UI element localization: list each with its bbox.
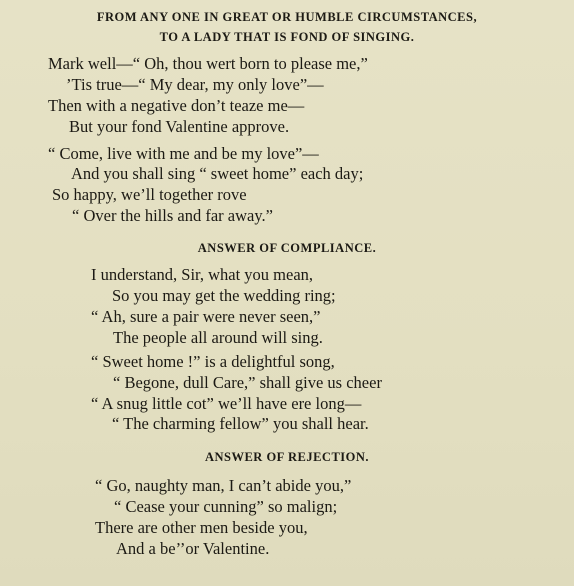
dedication-heading-line-1: FROM ANY ONE IN GREAT OR HUMBLE CIRCUMSTANCES, — [96, 10, 478, 24]
poem-line: There are other men beside you, — [95, 518, 308, 537]
dedication-heading-line-2: TO A LADY THAT IS FOND OF SINGING. — [159, 30, 415, 44]
answer-of-compliance-heading: ANSWER OF COMPLIANCE. — [197, 241, 377, 255]
poem-line: “ Sweet home !” is a delightful song, — [91, 352, 335, 371]
poem-line: “ Over the hills and far away.” — [72, 206, 273, 225]
poem-line: “ The charming fellow” you shall hear. — [112, 414, 369, 433]
poem-line: The people all around will sing. — [113, 328, 323, 347]
answer-of-rejection-heading: ANSWER OF REJECTION. — [204, 450, 370, 464]
poem-line: “ Ah, sure a pair were never seen,” — [91, 307, 321, 326]
poem-line: But your fond Valentine approve. — [69, 117, 290, 136]
poem-line: “ Cease your cunning” so malign; — [114, 497, 338, 516]
poem-line: ’Tis true—“ My dear, my only love”— — [66, 75, 324, 94]
poem-line: Then with a negative don’t teaze me— — [48, 96, 305, 115]
poem-line: “ Come, live with me and be my love”— — [48, 144, 319, 163]
poem-line: I understand, Sir, what you mean, — [91, 265, 314, 284]
poem-line: “ Begone, dull Care,” shall give us cheer — [113, 373, 382, 392]
poem-line: And you shall sing “ sweet home” each day; — [71, 164, 364, 183]
poem-line: So happy, we’ll together rove — [52, 185, 247, 204]
poem-line: And a be’’or Valentine. — [116, 539, 270, 558]
poem-line: Mark well—“ Oh, thou wert born to please me,” — [48, 54, 368, 73]
poem-line: “ A snug little cot” we’ll have ere long— — [91, 394, 362, 413]
poem-line: So you may get the wedding ring; — [112, 286, 336, 305]
poem-line: “ Go, naughty man, I can’t abide you,” — [95, 476, 352, 495]
